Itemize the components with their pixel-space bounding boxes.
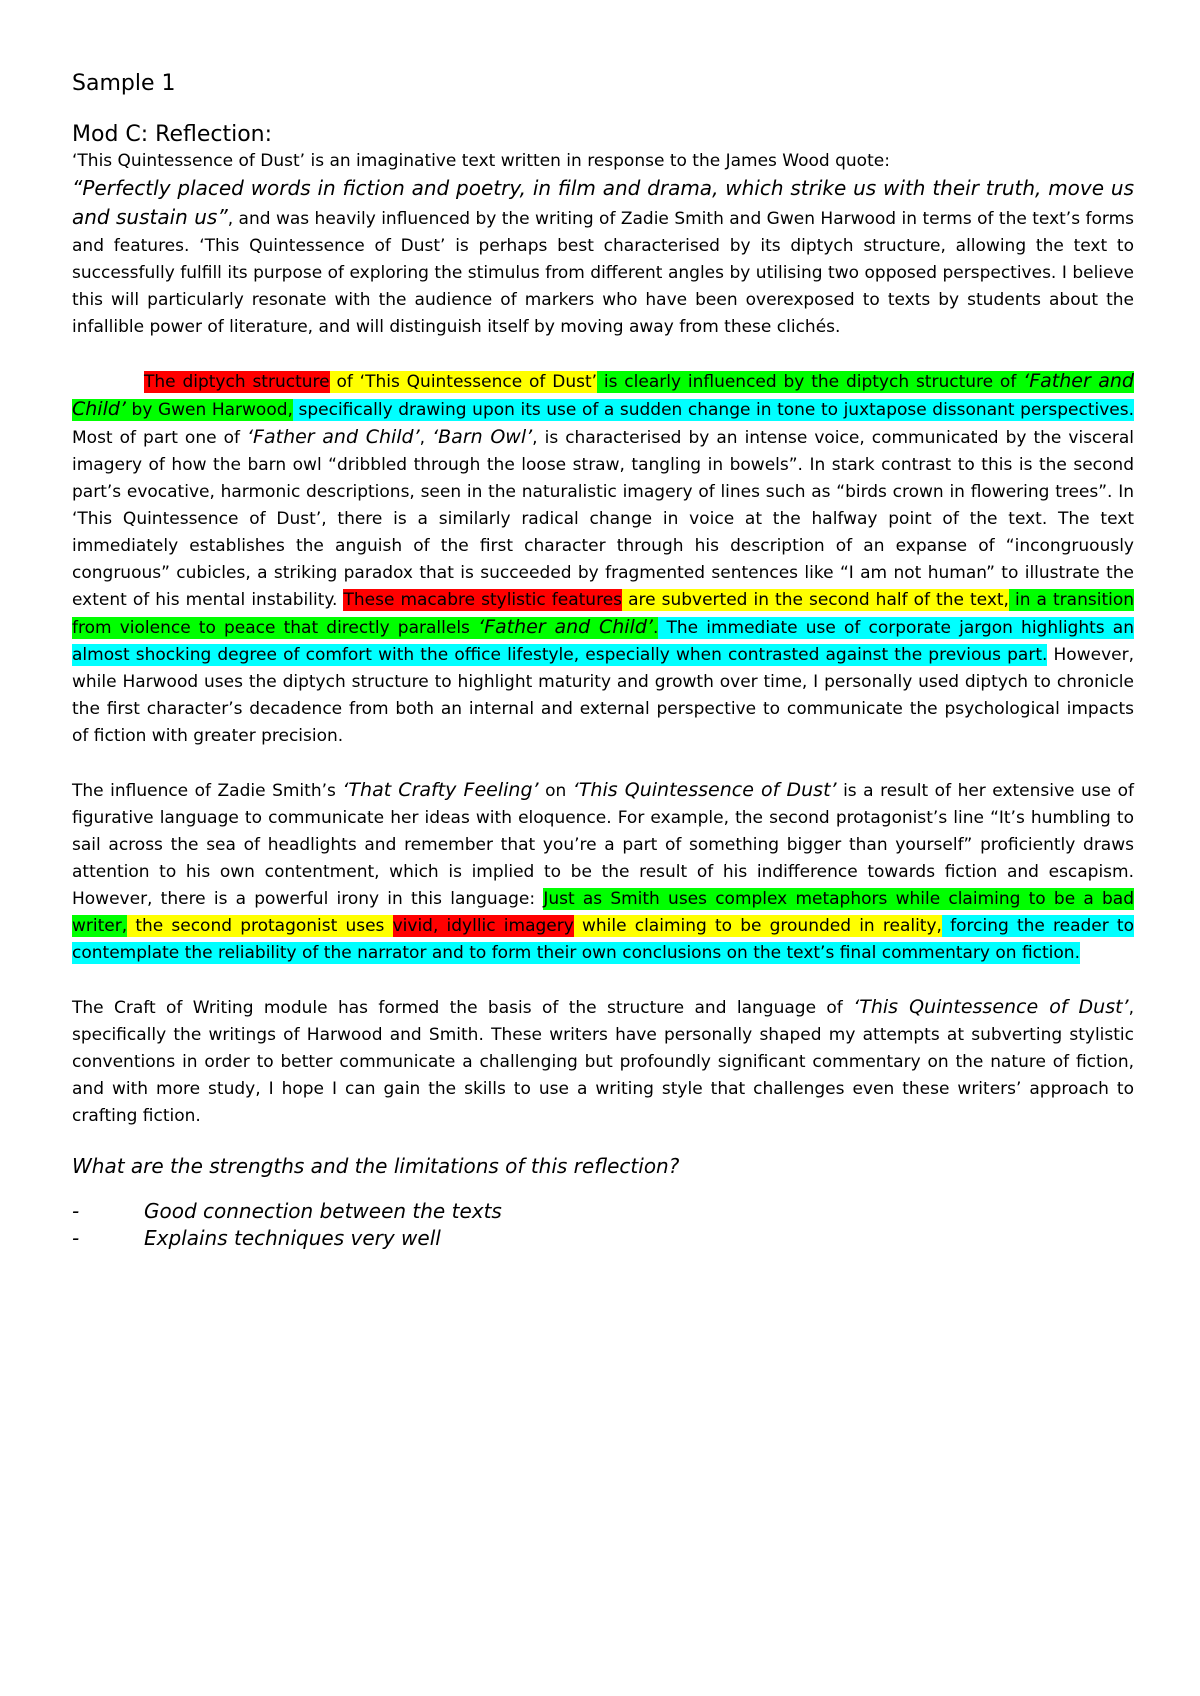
- james-wood-quote: “Perfectly placed words in fiction and poetry, in film and drama, which strike us with their truth, move us and sustain us”: [72, 176, 1134, 230]
- highlight-yellow: the second protagonist uses: [127, 916, 393, 937]
- highlight-yellow: while claiming to be grounded in reality,: [573, 916, 942, 937]
- highlight-green: Just as Smith uses complex metaphors while claiming to be a bad writer,: [72, 889, 1134, 937]
- paragraph-gap: [72, 341, 1134, 368]
- document-title: Sample 1: [72, 71, 176, 96]
- highlight-yellow: are subverted in the second half of the text,: [622, 590, 1009, 611]
- list-item-text: Explains techniques very well: [144, 1226, 441, 1251]
- highlight-yellow: of ‘This Quintessence of Dust’: [329, 372, 598, 393]
- highlight-green: in a transition from violence to peace that directly parallels ‘Father and Child’.: [72, 590, 1135, 639]
- reflection-question: What are the strengths and the limitations of this reflection?: [72, 1154, 680, 1179]
- highlight-red: These macabre stylistic features: [343, 590, 623, 611]
- section-heading: Mod C: Reflection:: [72, 121, 273, 147]
- craft-paragraph: The Craft of Writing module has formed the basis of the structure and language of ‘This Quintessence of Dust’, specifically the writings of Harwood and Smith. These writers have personally shaped my attempts at subverting stylistic conventions in order to better communicate a challenging but profoundly significant commentary on the nature of fiction, and with more study, I hope I can gain the skills to use a writing style that challenges even these writers’ approach to crafting fiction.: [72, 996, 1135, 1127]
- paragraph-gap: [72, 967, 1134, 994]
- bullet-dash: -: [72, 1199, 80, 1224]
- highlight-red: vivid, idyllic imagery: [392, 916, 574, 937]
- list-item-text: Good connection between the texts: [144, 1199, 502, 1224]
- answer-list: [72, 1198, 1134, 1252]
- highlight-cyan: The immediate use of corporate jargon highlights an almost shocking degree of comfort with the office lifestyle, especially when contrasted against the previous part.: [72, 618, 1134, 666]
- list-item: [72, 1198, 1134, 1225]
- document-content: [72, 70, 1134, 1252]
- list-item: [72, 1225, 1134, 1252]
- bullet-dash: -: [72, 1226, 80, 1251]
- paragraph-gap: [72, 750, 1134, 777]
- highlight-green: is clearly influenced by the diptych structure of ‘Father and Child’ by Gwen Harwood,: [72, 370, 1134, 421]
- highlight-cyan: forcing the reader to contemplate the reliability of the narrator and to form their own conclusions on the text’s final commentary on fiction.: [72, 916, 1134, 964]
- paragraph-gap: [72, 1130, 1134, 1152]
- intro-paragraph: “Perfectly placed words in fiction and poetry, in film and drama, which strike us with their truth, move us and sustain us”, and was heavily influenced by the writing of Zadie Smith and Gwen Harwood in terms of the text’s forms and features. ‘This Quintessence of Dust’ is perhaps best characterised by its diptych structure, allowing the text to successfully fulfill its purpose of exploring the stimulus from different angles by utilising two opposed perspectives. I believe this will particularly resonate with the audience of markers who have been overexposed to texts by students about the infallible power of literature, and will distinguish itself by moving away from these clichés.: [72, 176, 1134, 338]
- highlight-cyan: specifically drawing upon its use of a sudden change in tone to juxtapose dissonant perspectives.: [292, 400, 1134, 421]
- intro-line: ‘This Quintessence of Dust’ is an imaginative text written in response to the James Wood quote:: [72, 151, 890, 172]
- smith-paragraph: The influence of Zadie Smith’s ‘That Crafty Feeling’ on ‘This Quintessence of Dust’ is a result of her extensive use of figurative language to communicate her ideas with eloquence. For example, the second protagonist’s line “It’s humbling to sail across the sea of headlights and remember that you’re a part of something bigger than yourself” proficiently draws attention to his own contentment, which is implied to be the result of his indifference towards fiction and escapism. However, there is a powerful irony in this language: Just as Smith uses complex metaphors while claiming to be a bad writer, the second protagonist uses vivid, idyllic imagery while claiming to be grounded in reality, forcing the reader to contemplate the reliability of the narrator and to form their own conclusions on the text’s final commentary on fiction.: [72, 779, 1135, 964]
- highlight-red: The diptych structure: [144, 372, 330, 393]
- diptych-paragraph: The diptych structure of ‘This Quintessence of Dust’ is clearly influenced by the diptych structure of ‘Father and Child’ by Gwen Harwood, specifically drawing upon its use of a sudden change in tone to juxtapose dissonant perspectives. Most of part one of ‘Father and Child’, ‘Barn Owl’, is characterised by an intense voice, communicated by the visceral imagery of how the barn owl “dribbled through the loose straw, tangling in bowels”. In stark contrast to this is the second part’s evocative, harmonic descriptions, seen in the naturalistic imagery of lines such as “birds crown in flowering trees”. In ‘This Quintessence of Dust’, there is a similarly radical change in voice at the halfway point of the text. The text immediately establishes the anguish of the first character through his description of an expanse of “incongruously congruous” cubicles, a striking paradox that is succeeded by fragmented sentences like “I am not human” to illustrate the extent of his mental instability. These macabre stylistic features are subverted in the second half of the text, in a transition from violence to peace that directly parallels ‘Father and Child’. The immediate use of corporate jargon highlights an almost shocking degree of comfort with the office lifestyle, especially when contrasted against the previous part. However, while Harwood uses the diptych structure to highlight maturity and growth over time, I personally used diptych to chronicle the first character’s decadence from both an internal and external perspective to communicate the psychological impacts of fiction with greater precision.: [72, 370, 1135, 747]
